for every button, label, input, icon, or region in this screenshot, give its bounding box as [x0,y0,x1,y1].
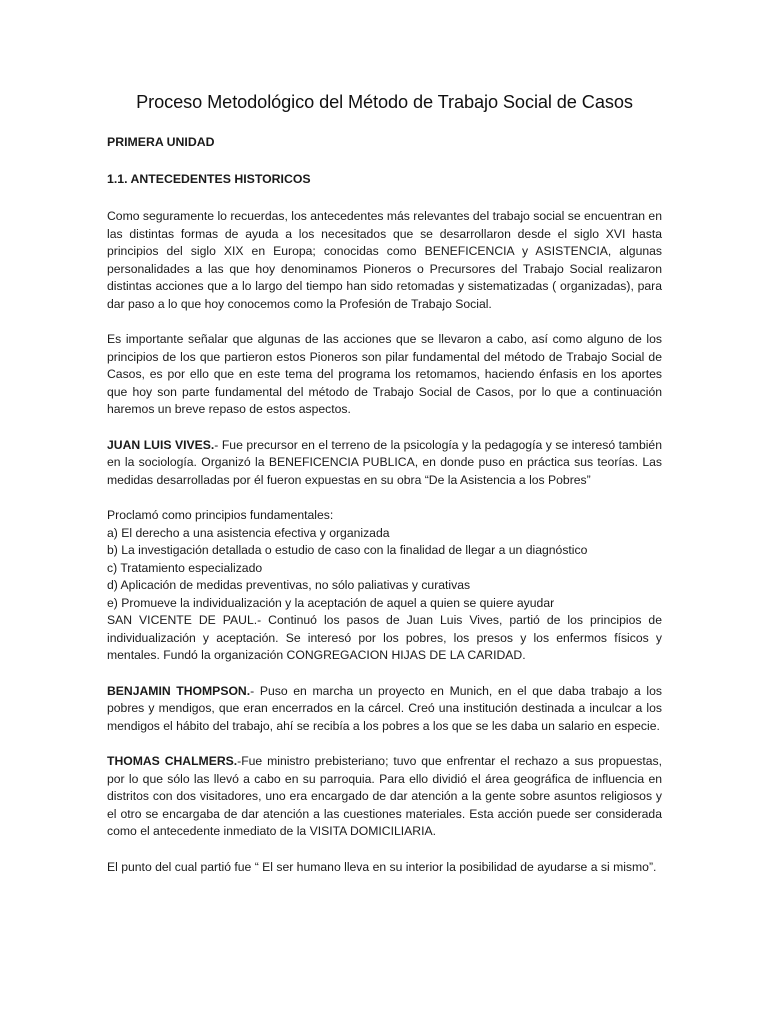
thompson-text: - Puso en marcha un proyecto en Munich, en el que daba trabajo a los pobres y mendigos, que eran encerrados en la cárcel. Creó una institución destinada a inculcar a los mendigos el hábito del trabajo, ahí se recibía a los pobres a los que se les daba un salario en especie. [107,683,662,733]
chalmers-paragraph [107,753,662,841]
vives-name: JUAN LUIS VIVES. [107,437,215,452]
vives-paragraph [107,437,662,490]
principles-intro: Proclamó como principios fundamentales: [107,508,334,522]
thompson-paragraph [107,683,662,736]
vives-text: - Fue precursor en el terreno de la psicología y la pedagogía y se interesó también en la sociología. Organizó la BENEFICENCIA PUBLICA, en donde puso en práctica sus teorías. Las medidas desarrolladas por él fueron expuestas en su obra “De la Asistencia a los Pobres” [107,437,662,487]
document-title: Proceso Metodológico del Método de Trabajo Social de Casos [136,92,633,112]
list-item: b) La investigación detallada o estudio de caso con la finalidad de llegar a un diagnóstico [107,543,588,558]
list-item: e) Promueve la individualización y la aceptación de aquel a quien se quiere ayudar [107,595,555,610]
principles-list [107,525,662,613]
importance-paragraph: Es importante señalar que algunas de las acciones que se llevaron a cabo, así como alguno de los principios de los que partieron estos Pioneros son pilar fundamental del método de Trabajo Social de Casos, es por ello que en este tema del programa los retomamos, haciendo énfasis en los aportes que hoy son parte fundamental del método de Trabajo Social de Casos, por lo que a continuación haremos un breve repaso de estos aspectos. [107,332,662,416]
list-item: d) Aplicación de medidas preventivas, no sólo paliativas y curativas [107,578,471,593]
intro-paragraph: Como seguramente lo recuerdas, los antecedentes más relevantes del trabajo social se encuentran en las distintas formas de ayuda a los necesitados que se desarrollaron desde el siglo XVI hasta principios del siglo XIX en Europa; conocidas como BENEFICENCIA y ASISTENCIA, algunas personalidades a las que hoy denominamos Pioneros o Precursores del Trabajo Social realizaron distintas acciones que a lo largo del tiempo han sido retomadas y sistematizadas ( organizadas), para dar paso a lo que hoy conocemos como la Profesión de Trabajo Social. [107,209,662,311]
chalmers-text: -Fue ministro prebisteriano; tuvo que enfrentar el rechazo a sus propuestas, por lo que sólo las llevó a cabo en su parroquia. Para ello dividió el área geográfica de influencia en distritos con dos visitadores, uno era encargado de dar atención a la gente sobre asuntos religiosos y el otro se encargaba de dar atención a las cuestiones materiales. Esta acción puede ser considerada como el antecedente inmediato de la VISITA DOMICILIARIA. [107,754,662,839]
closing-paragraph: El punto del cual partió fue “ El ser humano lleva en su interior la posibilidad de ayudarse a si mismo”. [107,859,657,874]
list-item: a) El derecho a una asistencia efectiva y organizada [107,525,390,540]
thompson-name: BENJAMIN THOMPSON. [107,683,251,698]
chalmers-name: THOMAS CHALMERS. [107,754,238,769]
section-heading: 1.1. ANTECEDENTES HISTORICOS [107,172,311,186]
vicente-paragraph: SAN VICENTE DE PAUL.- Continuó los pasos de Juan Luis Vives, partió de los principios de individualización y aceptación. Se interesó por los pobres, los presos y los enfermos físicos y mentales. Fundó la organización CONGREGACION HIJAS DE LA CARIDAD. [107,613,662,663]
list-item: c) Tratamiento especializado [107,560,263,575]
unit-heading: PRIMERA UNIDAD [107,135,215,149]
